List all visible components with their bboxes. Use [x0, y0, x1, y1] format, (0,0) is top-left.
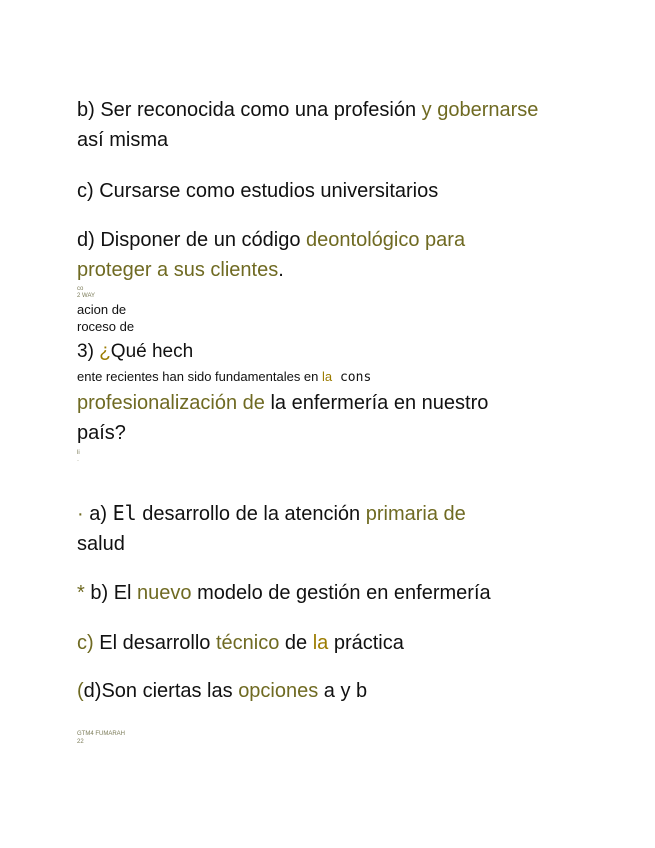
question-3-line4: país?	[77, 422, 126, 444]
q3-option-c: c) El desarrollo técnico de la práctica	[77, 632, 404, 654]
tiny-fragment-3: li	[77, 450, 80, 456]
q2-option-d-line1: d) Disponer de un código deontológico para	[77, 229, 466, 251]
question-3-line3: profesionalización de la enfermería en nuestro	[77, 392, 489, 414]
fragment-roceso-de: roceso de	[77, 319, 135, 334]
fragment-acion-de: acion de	[77, 302, 127, 317]
q3-option-d: (d)Son ciertas las opciones a y b	[77, 680, 368, 702]
tiny-fragment-1: co	[77, 286, 84, 292]
footer-line2: 22	[77, 739, 84, 745]
q2-option-b-line2: así misma	[77, 129, 169, 151]
q3-option-b: * b) El nuevo modelo de gestión en enfermería	[77, 582, 491, 604]
tiny-fragment-2: 2 WAY	[77, 293, 96, 299]
question-3-line2: ente recientes han sido fundamentales en la cons	[77, 369, 372, 385]
q3-option-a-line1: · a) El desarrollo de la atención primaria de	[77, 501, 466, 525]
q2-option-b-line1: b) Ser reconocida como una profesión y gobernarse	[77, 99, 539, 121]
tiny-fragment-4: ·	[77, 458, 79, 464]
question-3-heading: 3) ¿Qué hech	[77, 341, 194, 362]
q2-option-c: c) Cursarse como estudios universitarios	[77, 180, 439, 202]
q3-option-a-line2: salud	[77, 533, 125, 555]
q2-option-d-line2: proteger a sus clientes.	[77, 259, 284, 281]
footer-line1: GTM4 FUMARAH	[77, 731, 125, 737]
